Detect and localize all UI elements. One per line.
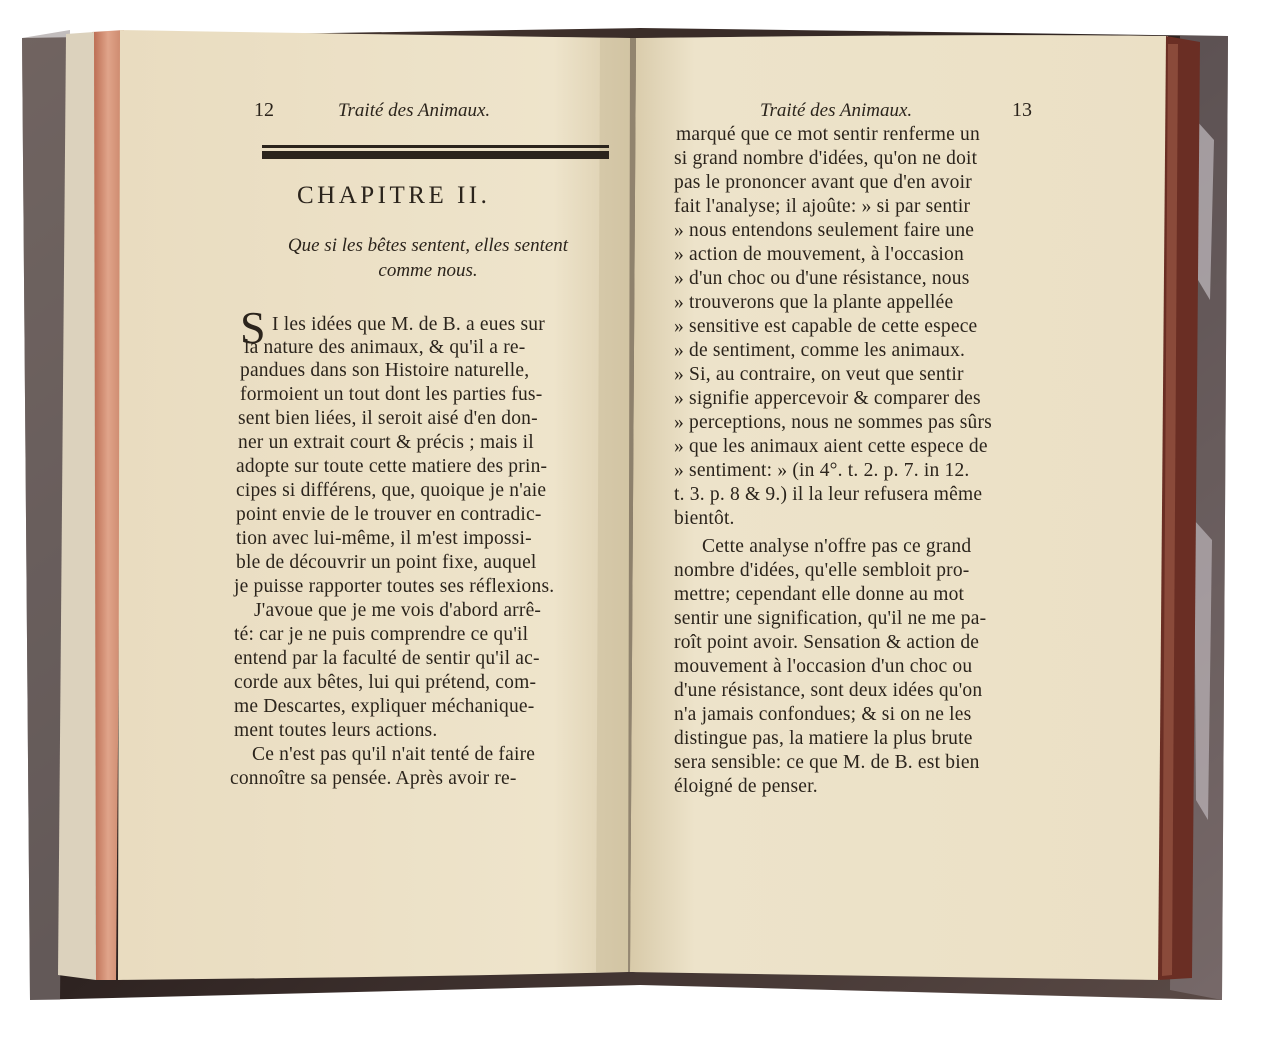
text-line: formoient un tout dont les parties fus-: [240, 384, 543, 405]
text-line: tion avec lui-même, il m'est impossi-: [236, 528, 532, 549]
text-line: » trouverons que la plante appellée: [674, 292, 954, 313]
right-running-head: Traité des Animaux.: [760, 100, 913, 121]
text-line: Ce n'est pas qu'il n'ait tenté de faire: [252, 744, 536, 765]
text-line: » nous entendons seulement faire une: [674, 220, 975, 241]
text-line: » action de mouvement, à l'occasion: [674, 244, 964, 265]
text-line: I les idées que M. de B. a eues sur: [272, 314, 545, 335]
drop-cap: S: [240, 302, 266, 353]
text-line: mettre; cependant elle donne au mot: [674, 584, 965, 605]
text-line: roît point avoir. Sensation & action de: [674, 632, 980, 653]
text-line: si grand nombre d'idées, qu'on ne doit: [674, 148, 978, 169]
right-folio: 13: [1012, 99, 1032, 121]
text-line: » sensitive est capable de cette espece: [674, 316, 978, 337]
text-line: sentir une signification, qu'il ne me pa-: [674, 608, 987, 629]
text-line: » Si, au contraire, on veut que sentir: [674, 364, 964, 385]
text-line: me Descartes, expliquer méchanique-: [234, 696, 535, 717]
text-line: adopte sur toute cette matiere des prin-: [236, 456, 548, 477]
text-line: » de sentiment, comme les animaux.: [674, 340, 966, 361]
text-line: ble de découvrir un point fixe, auquel: [236, 552, 537, 573]
chapter-subtitle: [238, 233, 618, 283]
text-line: corde aux bêtes, lui qui prétend, com-: [234, 672, 537, 693]
text-line: té: car je ne puis comprendre ce qu'il: [234, 624, 529, 645]
chapter-subtitle-line: comme nous.: [378, 260, 478, 281]
text-line: » d'un choc ou d'une résistance, nous: [674, 268, 970, 289]
text-line: J'avoue que je me vois d'abord arrê-: [254, 600, 542, 621]
text-line: entend par la faculté de sentir qu'il ac-: [234, 648, 540, 669]
text-line: » sentiment: » (in 4°. t. 2. p. 7. in 12.: [674, 460, 970, 481]
text-line: pas le prononcer avant que d'en avoir: [674, 172, 972, 193]
text-line: d'une résistance, sont deux idées qu'on: [674, 680, 983, 701]
text-line: ment toutes leurs actions.: [234, 720, 438, 741]
text-line: point envie de le trouver en contradic-: [236, 504, 542, 525]
text-line: Cette analyse n'offre pas ce grand: [702, 536, 972, 557]
chapter-subtitle-line: Que si les bêtes sentent, elles sentent: [287, 235, 569, 256]
text-line: mouvement à l'occasion d'un choc ou: [674, 656, 973, 677]
text-line: t. 3. p. 8 & 9.) il la leur refusera même: [674, 484, 983, 505]
text-line: » signifie appercevoir & comparer des: [674, 388, 981, 409]
text-line: pandues dans son Histoire naturelle,: [240, 360, 530, 381]
chapter-rule: [262, 145, 609, 148]
text-line: je puisse rapporter toutes ses réflexions.: [234, 576, 555, 597]
text-line: éloigné de penser.: [674, 776, 818, 797]
text-line: » que les animaux aient cette espece de: [674, 436, 988, 457]
text-line: sera sensible: ce que M. de B. est bien: [674, 752, 980, 773]
text-line: connoître sa pensée. Après avoir re-: [230, 768, 517, 789]
text-line: bientôt.: [674, 508, 735, 529]
text-line: la nature des animaux, & qu'il a re-: [244, 337, 526, 358]
text-line: n'a jamais confondues; & si on ne les: [674, 704, 972, 725]
text-line: » perceptions, nous ne sommes pas sûrs: [674, 412, 992, 433]
text-line: nombre d'idées, qu'elle sembloit pro-: [674, 560, 970, 581]
left-running-head: Traité des Animaux.: [338, 100, 491, 121]
text-line: sent bien liées, il seroit aisé d'en don-: [238, 408, 538, 429]
text-line: marqué que ce mot sentir renferme un: [676, 124, 980, 145]
text-line: cipes si différens, que, quoique je n'aie: [236, 480, 547, 501]
text-line: fait l'analyse; il ajoûte: » si par sentir: [674, 196, 971, 217]
chapter-title: CHAPITRE II.: [297, 182, 491, 209]
text-line: ner un extrait court & précis ; mais il: [238, 432, 534, 453]
left-folio: 12: [254, 99, 274, 121]
text-line: distingue pas, la matiere la plus brute: [674, 728, 973, 749]
